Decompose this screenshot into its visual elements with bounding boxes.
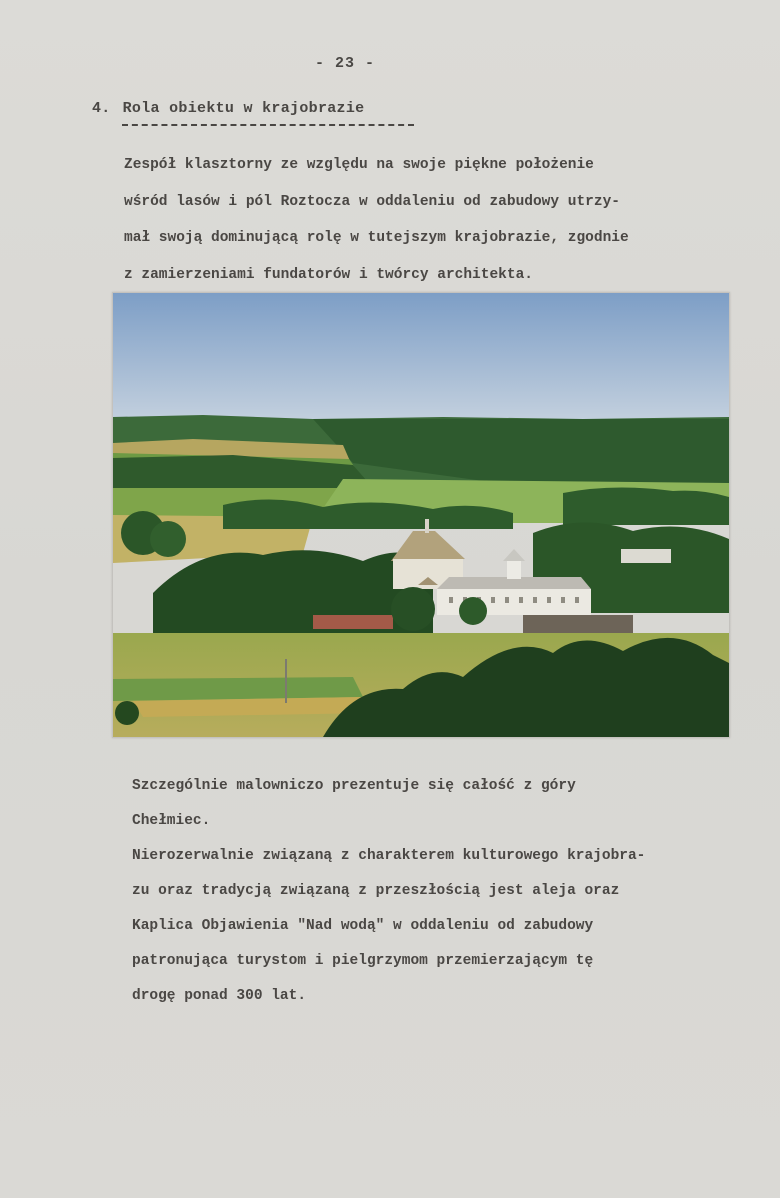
sky [113,293,729,421]
paragraph-picturesque-view [132,769,772,1014]
text-line: zu oraz tradycją związaną z przeszłością jest aleja oraz [132,883,620,899]
text-line: Zespół klasztorny ze względu na swoje piękne położenie [124,157,594,173]
dashed-underline [122,124,414,126]
monastery-landscape-photo [112,292,730,738]
text-line: Chełmiec. [132,813,211,829]
page-number: - 23 - [314,55,375,72]
text-line: z zamierzeniami fundatorów i twórcy architekta. [124,266,533,283]
text-line: drogę ponad 300 lat. [132,988,307,1004]
text-line: patronująca turystom i pielgrzymom przemierzającym tę [132,953,594,969]
section-title: Rola obiektu w krajobrazie [122,100,365,117]
text-line: wśród lasów i pól Roztocza w oddaleniu od zabudowy utrzy- [124,193,620,210]
text-line: Nierozerwalnie związaną z charakterem kulturowego krajobra- [132,848,646,864]
section-number: 4. [92,100,111,117]
text-line: mał swoją dominującą rolę w tutejszym krajobrazie, zgodnie [124,230,629,246]
paragraph-landscape-role [124,147,754,293]
text-line: Kaplica Objawienia "Nad wodą" w oddaleniu od zabudowy [132,918,594,934]
text-line: Szczególnie malowniczo prezentuje się całość z góry [132,778,576,794]
section-heading [92,100,364,117]
